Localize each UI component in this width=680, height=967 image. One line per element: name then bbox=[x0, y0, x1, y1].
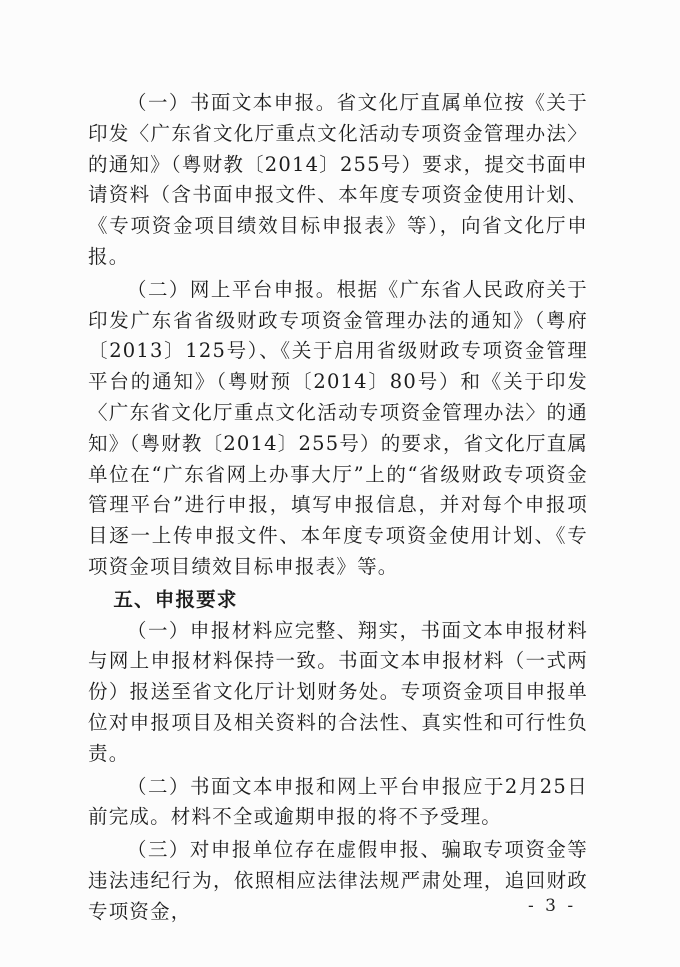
section-heading-requirements: 五、申报要求 bbox=[113, 587, 238, 611]
document-body bbox=[88, 88, 588, 928]
paragraph-requirement-1: （一）申报材料应完整、翔实，书面文本申报材料与网上申报材料保持一致。书面文本申报材料（一式两份）报送至省文化厅计划财务处。专项资金项目申报单位对申报项目及相关资料的合法性、真实性和可行性负责。 bbox=[88, 618, 588, 765]
paragraph-online-submission: （二）网上平台申报。根据《广东省人民政府关于印发广东省省级财政专项资金管理办法的通知》（粤府〔2013〕125号）、《关于启用省级财政专项资金管理平台的通知》（粤财预〔2014〕80号）和《关于印发〈广东省文化厅重点文化活动专项资金管理办法〉的通知》（粤财教〔2014〕255号）的要求，省文化厅直属单位在“广东省网上办事大厅”上的“省级财政专项资金管理平台”进行申报，填写申报信息，并对每个申报项目逐一上传申报文件、本年度专项资金使用计划、《专项资金项目绩效目标申报表》等。 bbox=[88, 277, 588, 578]
page-number: - 3 - bbox=[528, 896, 577, 916]
paragraph-requirement-3: （三）对申报单位存在虚假申报、骗取专项资金等违法违纪行为，依照相应法律法规严肃处理，追回财政专项资金， bbox=[88, 838, 588, 923]
paragraph-written-submission: （一）书面文本申报。省文化厅直属单位按《关于印发〈广东省文化厅重点文化活动专项资金管理办法〉的通知》（粤财教〔2014〕255号）要求，提交书面申请资料（含书面申报文件、本年度专项资金使用计划、《专项资金项目绩效目标申报表》等），向省文化厅申报。 bbox=[88, 91, 588, 268]
paragraph-requirement-2: （二）书面文本申报和网上平台申报应于2月25日前完成。材料不全或逾期申报的将不予受理。 bbox=[88, 774, 588, 829]
